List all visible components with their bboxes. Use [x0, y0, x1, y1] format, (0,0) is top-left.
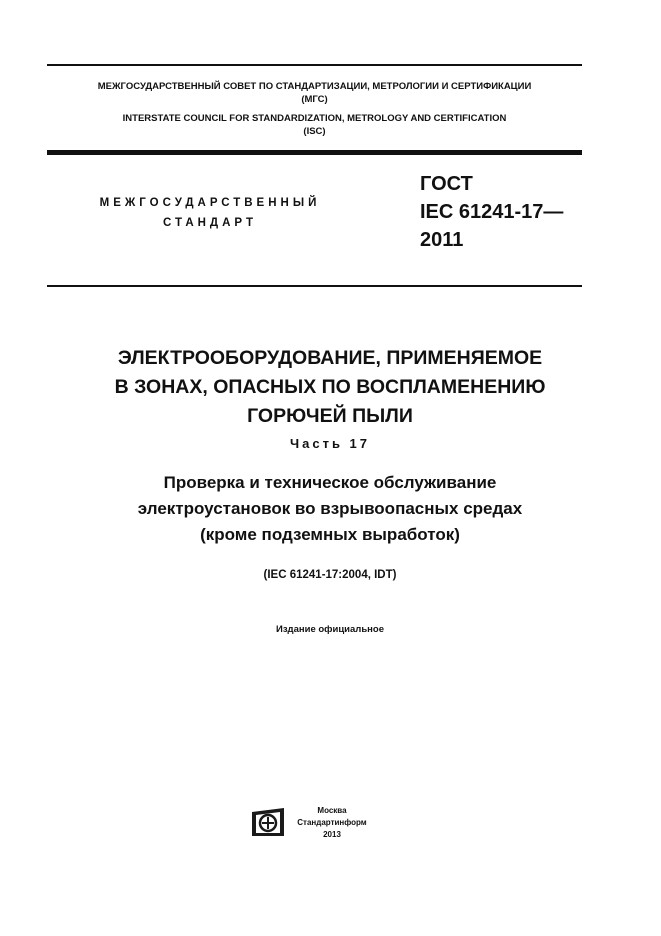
- standartinform-logo-icon: [248, 806, 288, 838]
- iec-reference: (IEC 61241-17:2004, IDT): [263, 569, 397, 581]
- standard-type: МЕЖГОСУДАРСТВЕННЫЙ СТАНДАРТ: [99, 197, 321, 229]
- council-name-ru: МЕЖГОСУДАРСТВЕННЫЙ СОВЕТ ПО СТАНДАРТИЗАЦИИ, МЕТРОЛОГИИ И СЕРТИФИКАЦИИ (МГС): [97, 81, 532, 105]
- thick-divider: [47, 150, 582, 155]
- document-title: ЭЛЕКТРООБОРУДОВАНИЕ, ПРИМЕНЯЕМОЕ В ЗОНАХ, ОПАСНЫХ ПО ВОСПЛАМЕНЕНИЮ ГОРЮЧЕЙ ПЫЛИ: [114, 347, 546, 427]
- standard-designation: ГОСТ IEC 61241-17— 2011: [420, 173, 564, 251]
- edition-note: Издание официальное: [276, 624, 384, 635]
- council-name-en: INTERSTATE COUNCIL FOR STANDARDIZATION, METROLOGY AND CERTIFICATION (ISC): [122, 113, 507, 137]
- publisher-info: Москва Стандартинформ 2013: [297, 806, 367, 839]
- top-divider: [47, 64, 582, 66]
- middle-divider: [47, 285, 582, 287]
- part-number: Часть 17: [289, 436, 371, 451]
- document-subtitle: Проверка и техническое обслуживание электроустановок во взрывоопасных средах (кроме подземных выработок): [137, 473, 523, 544]
